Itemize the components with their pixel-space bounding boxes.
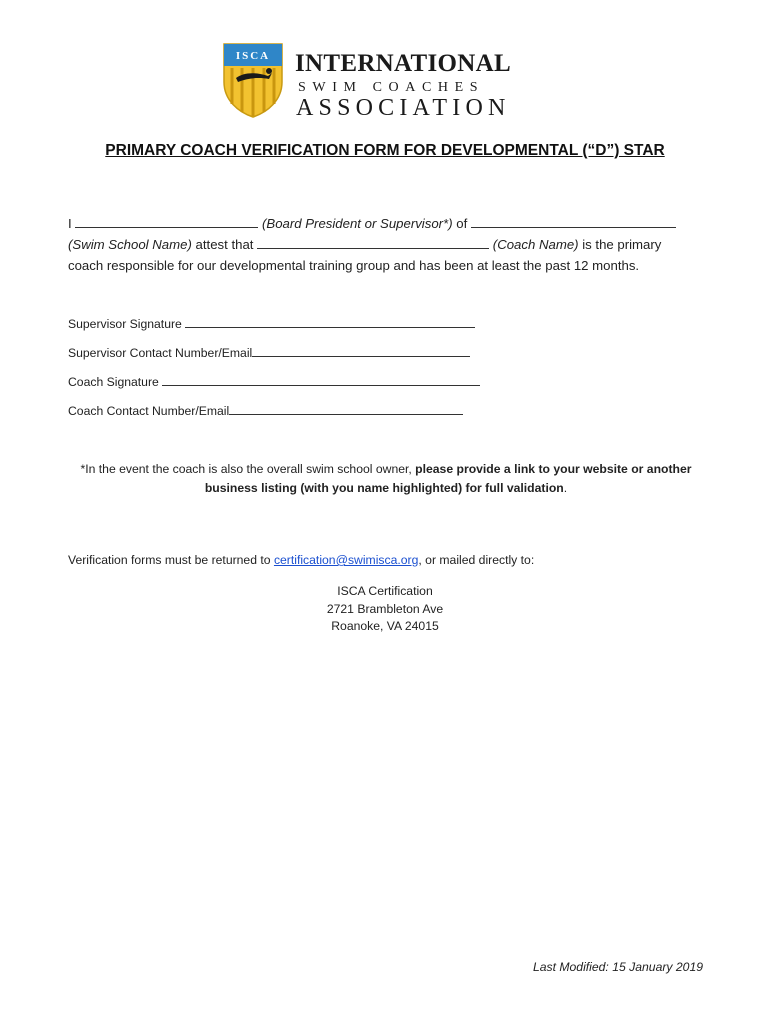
coach-contact-line[interactable]	[229, 403, 463, 415]
coach-name-blank[interactable]	[257, 236, 489, 249]
logo-international: INTERNATIONAL	[295, 50, 511, 77]
board-president-blank[interactable]	[75, 215, 258, 228]
attestation-paragraph: I (Board President or Supervisor*) of (Swim School Name) attest that (Coach Name) is the primary coach responsible for our developmental training group and has been at least the past 12 months.	[68, 213, 708, 276]
supervisor-signature-line[interactable]	[185, 316, 475, 328]
logo-swim-coaches: SWIM COACHES	[298, 80, 485, 95]
svg-text:ISCA: ISCA	[235, 50, 271, 62]
owner-note: *In the event the coach is also the overall swim school owner, please provide a link to your website or another business listing (with you name highlighted) for full validation.	[80, 462, 692, 495]
coach-signature-line[interactable]	[162, 374, 480, 386]
address-line-3: Roanoke, VA 24015	[331, 619, 439, 633]
logo-association: ASSOCIATION	[296, 95, 511, 121]
supervisor-contact-row: Supervisor Contact Number/Email	[68, 345, 470, 360]
form-title: PRIMARY COACH VERIFICATION FORM FOR DEVELOPMENTAL (“D”) STAR	[105, 142, 665, 159]
return-instructions: Verification forms must be returned to certification@swimisca.org, or mailed directly to:	[68, 553, 535, 567]
swim-school-blank[interactable]	[471, 215, 676, 228]
isca-logo	[222, 42, 511, 121]
supervisor-signature-row: Supervisor Signature	[68, 316, 475, 331]
certification-email-link[interactable]: certification@swimisca.org	[273, 553, 419, 567]
coach-signature-row: Coach Signature	[68, 374, 480, 389]
mailing-address	[0, 583, 770, 636]
coach-contact-row: Coach Contact Number/Email	[68, 403, 463, 418]
supervisor-contact-line[interactable]	[252, 345, 470, 357]
address-line-2: 2721 Brambleton Ave	[326, 601, 444, 616]
last-modified: Last Modified: 15 January 2019	[532, 960, 703, 974]
address-line-1: ISCA Certification	[337, 584, 433, 598]
isca-shield-logo	[222, 42, 284, 118]
